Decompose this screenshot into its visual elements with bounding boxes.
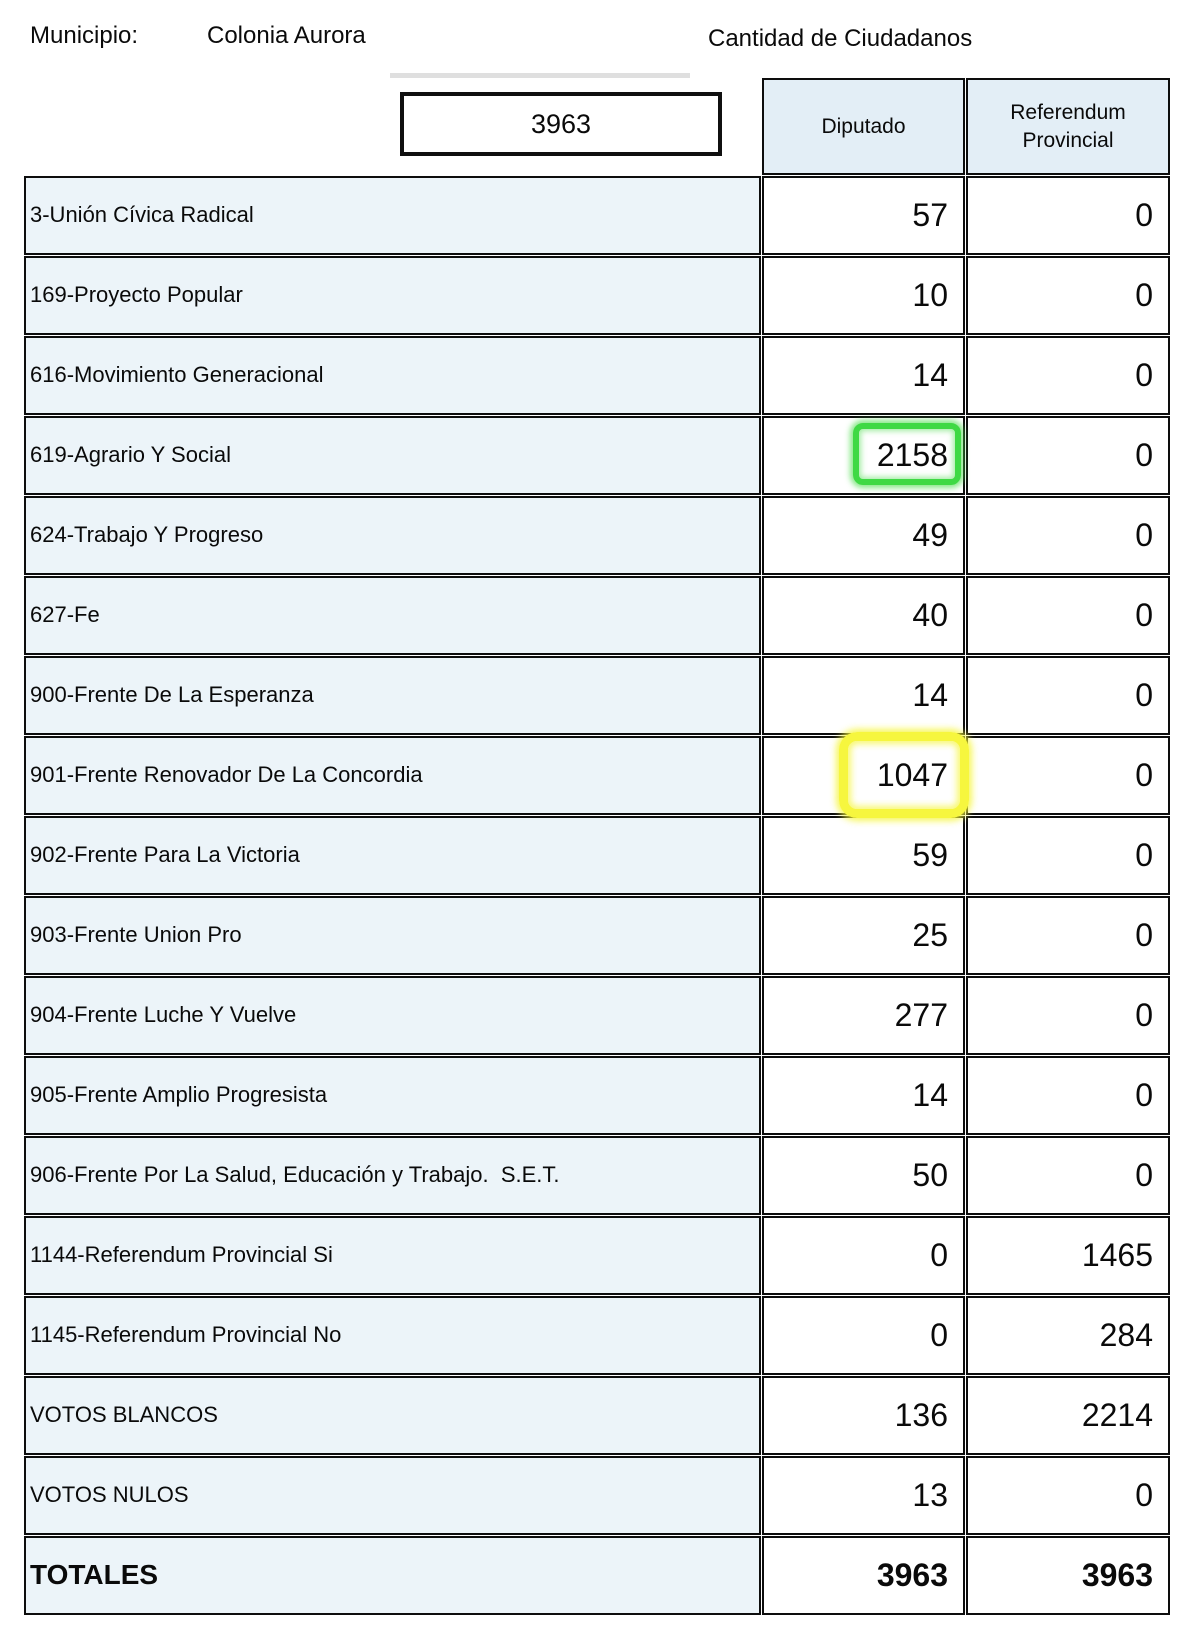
citizens-count-label: Cantidad de Ciudadanos	[708, 25, 973, 52]
diputado-value-cell	[762, 1216, 965, 1295]
party-label-cell: 624-Trabajo Y Progreso	[24, 496, 761, 575]
diputado-value: 136	[894, 1397, 948, 1433]
party-label-cell: 903-Frente Union Pro	[24, 896, 761, 975]
diputado-value: 1047	[876, 757, 948, 793]
referendum-value: 0	[1135, 357, 1153, 393]
referendum-value: 0	[1135, 837, 1153, 873]
referendum-value-cell	[966, 816, 1170, 895]
diputado-value: 0	[930, 1317, 948, 1353]
referendum-value-cell	[966, 416, 1170, 495]
party-label-cell: 169-Proyecto Popular	[24, 256, 761, 335]
municipio-label: Municipio:	[30, 22, 139, 49]
diputado-value: 10	[912, 277, 948, 313]
party-label-cell: 902-Frente Para La Victoria	[24, 816, 761, 895]
diputado-value-cell	[762, 176, 965, 255]
referendum-value: 0	[1135, 1077, 1153, 1113]
diputado-value: 59	[912, 837, 948, 873]
referendum-value-cell	[966, 336, 1170, 415]
diputado-value: 40	[912, 597, 948, 633]
party-label-cell: VOTOS BLANCOS	[24, 1376, 761, 1455]
citizens-count-value: 3963	[530, 108, 592, 139]
diputado-value-cell	[762, 1136, 965, 1215]
party-label-cell: 905-Frente Amplio Progresista	[24, 1056, 761, 1135]
referendum-value: 284	[1099, 1317, 1153, 1353]
referendum-value: 0	[1135, 997, 1153, 1033]
party-label-cell: 616-Movimiento Generacional	[24, 336, 761, 415]
party-label-cell: VOTOS NULOS	[24, 1456, 761, 1535]
diputado-value-cell	[762, 256, 965, 335]
referendum-value: 0	[1135, 1157, 1153, 1193]
referendum-value-cell	[966, 496, 1170, 575]
referendum-value-cell	[966, 1376, 1170, 1455]
diputado-value-cell	[762, 416, 965, 495]
referendum-value: 0	[1135, 597, 1153, 633]
referendum-value: 0	[1135, 757, 1153, 793]
referendum-value-cell	[966, 1536, 1170, 1615]
diputado-value: 3963	[876, 1557, 948, 1593]
diputado-value: 57	[912, 197, 948, 233]
referendum-value: 1465	[1081, 1237, 1153, 1273]
party-label-cell: 1145-Referendum Provincial No	[24, 1296, 761, 1375]
referendum-value-cell	[966, 176, 1170, 255]
referendum-value-cell	[966, 576, 1170, 655]
diputado-value: 2158	[876, 437, 948, 473]
referendum-value-cell	[966, 1296, 1170, 1375]
party-label-cell: 906-Frente Por La Salud, Educación y Trabajo. S.E.T.	[24, 1136, 761, 1215]
diputado-value: 14	[912, 1077, 948, 1113]
referendum-value-cell	[966, 1216, 1170, 1295]
diputado-value-cell	[762, 1376, 965, 1455]
diputado-value-cell	[762, 336, 965, 415]
referendum-value: 0	[1135, 1477, 1153, 1513]
diputado-value-cell	[762, 816, 965, 895]
column-header-referendum-provincial: Referendum Provincial	[966, 78, 1170, 175]
party-label-cell: 3-Unión Cívica Radical	[24, 176, 761, 255]
party-label-cell: 904-Frente Luche Y Vuelve	[24, 976, 761, 1055]
party-label-cell: 901-Frente Renovador De La Concordia	[24, 736, 761, 815]
diputado-value-cell	[762, 976, 965, 1055]
referendum-value: 0	[1135, 677, 1153, 713]
referendum-value-cell	[966, 1456, 1170, 1535]
diputado-value-cell	[762, 1456, 965, 1535]
diputado-value-cell	[762, 1536, 965, 1615]
diputado-value: 14	[912, 677, 948, 713]
referendum-value: 0	[1135, 277, 1153, 313]
referendum-value: 0	[1135, 197, 1153, 233]
column-header-diputado: Diputado	[762, 78, 965, 175]
diputado-value: 0	[930, 1237, 948, 1273]
diputado-value-cell	[762, 656, 965, 735]
referendum-value: 3963	[1081, 1557, 1153, 1593]
diputado-value: 49	[912, 517, 948, 553]
table-corner-spacer	[24, 78, 761, 175]
party-label-cell: 900-Frente De La Esperanza	[24, 656, 761, 735]
referendum-value-cell	[966, 656, 1170, 735]
party-label-cell: 627-Fe	[24, 576, 761, 655]
referendum-value: 0	[1135, 917, 1153, 953]
referendum-value: 2214	[1081, 1397, 1153, 1433]
results-table	[24, 78, 1170, 1615]
referendum-value-cell	[966, 1136, 1170, 1215]
referendum-value-cell	[966, 896, 1170, 975]
diputado-value-cell	[762, 1056, 965, 1135]
party-label-cell: 619-Agrario Y Social	[24, 416, 761, 495]
municipio-value: Colonia Aurora	[207, 22, 366, 49]
diputado-value-cell	[762, 896, 965, 975]
referendum-value-cell	[966, 736, 1170, 815]
diputado-value: 277	[894, 997, 948, 1033]
diputado-value-cell	[762, 1296, 965, 1375]
party-label-cell: 1144-Referendum Provincial Si	[24, 1216, 761, 1295]
referendum-value: 0	[1135, 437, 1153, 473]
diputado-value: 13	[912, 1477, 948, 1513]
referendum-value-cell	[966, 976, 1170, 1055]
party-label-cell: TOTALES	[24, 1536, 761, 1615]
diputado-value-cell	[762, 736, 965, 815]
referendum-value-cell	[966, 256, 1170, 335]
referendum-value: 0	[1135, 517, 1153, 553]
diputado-value: 14	[912, 357, 948, 393]
diputado-value: 25	[912, 917, 948, 953]
diputado-value: 50	[912, 1157, 948, 1193]
diputado-value-cell	[762, 496, 965, 575]
diputado-value-cell	[762, 576, 965, 655]
referendum-value-cell	[966, 1056, 1170, 1135]
